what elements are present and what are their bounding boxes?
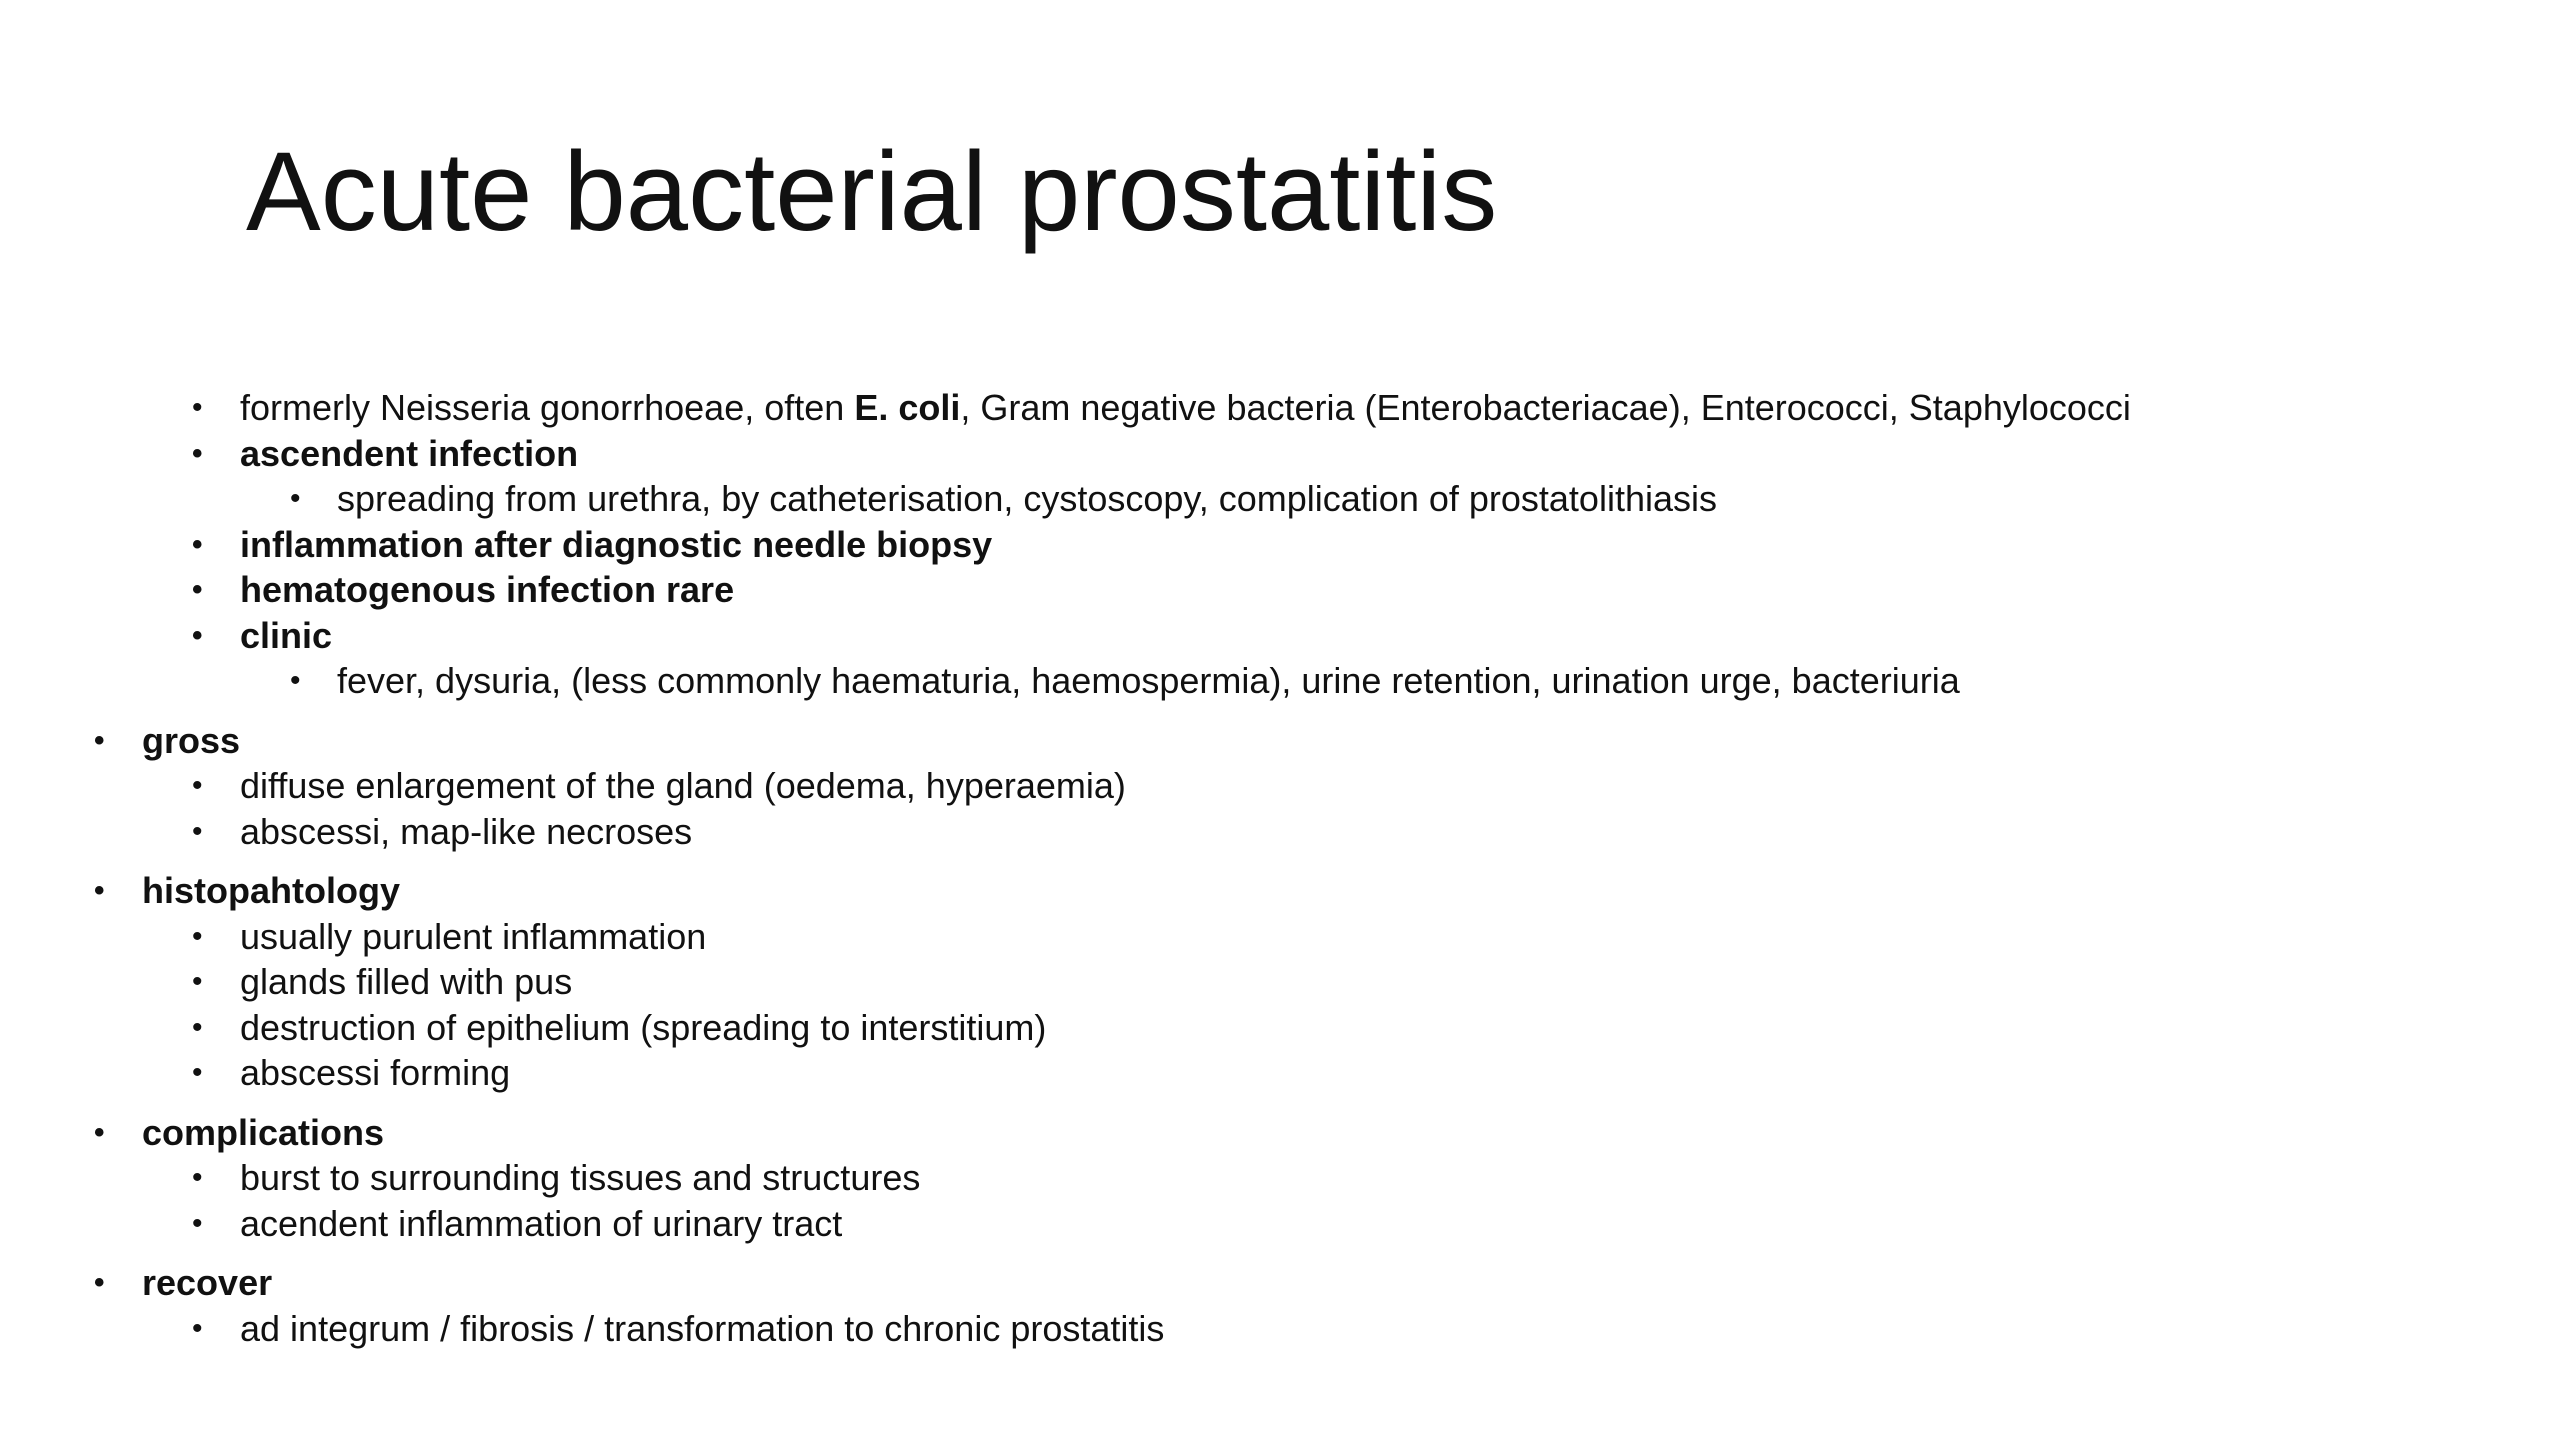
item-text: gross bbox=[142, 719, 241, 761]
item-text: formerly Neisseria gonorrhoeae, often bbox=[240, 387, 855, 428]
item-text: clinic bbox=[240, 614, 333, 656]
item-text: recover bbox=[142, 1262, 273, 1303]
item-text: histopahtology bbox=[142, 870, 400, 911]
item-text-bold: E. coli bbox=[854, 387, 961, 428]
bullet-icon: • bbox=[192, 769, 203, 802]
bullet-icon: • bbox=[192, 919, 203, 953]
section-heading-recover bbox=[0, 1260, 2560, 1306]
item-text: complications bbox=[142, 1111, 385, 1153]
item-text: abscessi, map-like necroses bbox=[240, 810, 693, 852]
item-text: inflammation after diagnostic needle biopsy bbox=[240, 523, 993, 565]
list-item bbox=[0, 1306, 2560, 1352]
list-item bbox=[0, 613, 2560, 659]
bullet-icon: • bbox=[192, 1056, 203, 1089]
item-text: burst to surrounding tissues and structures bbox=[240, 1157, 921, 1198]
item-text: destruction of epithelium (spreading to interstitium) bbox=[240, 1006, 1047, 1048]
item-text: ascendent infection bbox=[240, 432, 579, 474]
bullet-icon: • bbox=[192, 1161, 203, 1194]
bullet-icon: • bbox=[290, 482, 301, 515]
item-text: spreading from urethra, by catheterisation, cystoscopy, complication of prostatolithiasis bbox=[337, 478, 1717, 519]
list-item bbox=[0, 385, 2560, 431]
item-text: diffuse enlargement of the gland (oedema, hyperaemia) bbox=[240, 765, 1126, 806]
list-item bbox=[0, 567, 2560, 613]
list-item bbox=[0, 763, 2560, 809]
bullet-icon: • bbox=[192, 573, 203, 606]
item-text: ad integrum / fibrosis / transformation to chronic prostatitis bbox=[240, 1307, 1165, 1349]
item-text: , Gram negative bacteria (Enterobacteriacae), Enterococci, Staphylococci bbox=[960, 387, 2131, 428]
bullet-icon: • bbox=[290, 664, 301, 697]
bullet-icon: • bbox=[192, 1311, 203, 1345]
section-heading-histopathology bbox=[0, 868, 2560, 914]
bullet-icon: • bbox=[192, 814, 203, 848]
list-item bbox=[0, 959, 2560, 1005]
bullet-icon: • bbox=[192, 965, 203, 998]
list-item bbox=[0, 476, 2560, 522]
bullet-icon: • bbox=[192, 391, 203, 424]
list-item bbox=[0, 914, 2560, 960]
item-text: acendent inflammation of urinary tract bbox=[240, 1202, 843, 1244]
list-item bbox=[0, 1005, 2560, 1051]
bullet-icon: • bbox=[192, 1206, 203, 1240]
bullet-icon: • bbox=[94, 874, 105, 907]
bullet-icon: • bbox=[192, 618, 203, 652]
list-item bbox=[0, 1155, 2560, 1201]
bullet-icon: • bbox=[94, 1266, 105, 1299]
list-item bbox=[0, 658, 2560, 704]
bullet-icon: • bbox=[94, 1115, 105, 1149]
bullet-icon: • bbox=[192, 436, 203, 470]
item-text: abscessi forming bbox=[240, 1052, 511, 1093]
item-text: fever, dysuria, (less commonly haematuria, haemospermia), urine retention, urination urge, bacteriuria bbox=[337, 660, 1960, 701]
slide-title: Acute bacterial prostatitis bbox=[246, 129, 1498, 254]
item-text: hematogenous infection rare bbox=[240, 569, 735, 610]
section-heading-complications bbox=[0, 1110, 2560, 1156]
list-item bbox=[0, 1201, 2560, 1247]
section-heading-gross bbox=[0, 718, 2560, 764]
bullet-icon: • bbox=[94, 723, 105, 757]
bullet-icon: • bbox=[192, 1010, 203, 1044]
bullet-list bbox=[0, 385, 2560, 1351]
list-item bbox=[0, 431, 2560, 477]
list-item bbox=[0, 522, 2560, 568]
item-text: usually purulent inflammation bbox=[240, 915, 707, 957]
list-item bbox=[0, 1050, 2560, 1096]
bullet-icon: • bbox=[192, 527, 203, 561]
list-item bbox=[0, 809, 2560, 855]
item-text: glands filled with pus bbox=[240, 961, 573, 1002]
